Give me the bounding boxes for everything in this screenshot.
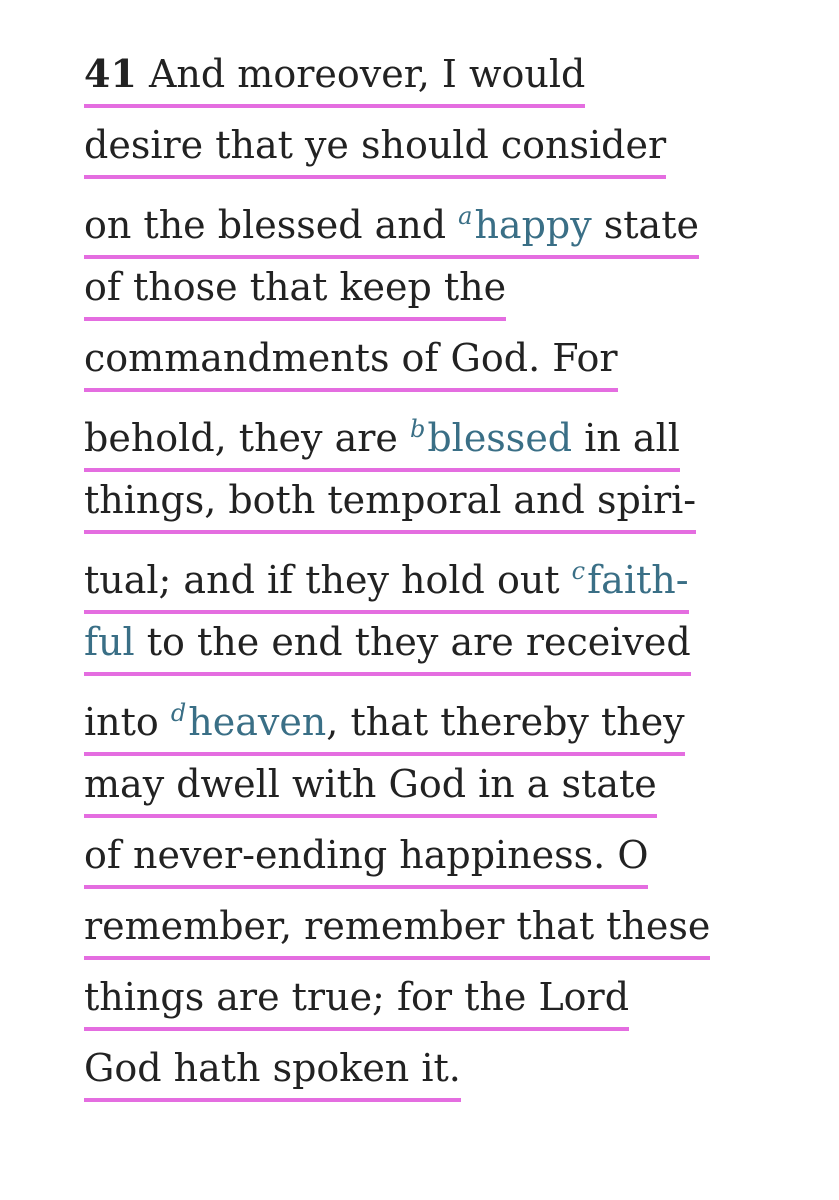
- verse-text: of those that keep the: [84, 265, 507, 309]
- verse-line: [84, 472, 784, 543]
- highlighted-text: [84, 614, 691, 676]
- highlighted-text: [84, 401, 680, 472]
- verse-text: of never-ending happiness. O: [84, 833, 649, 877]
- highlighted-text: [84, 969, 629, 1031]
- verse-line: [84, 543, 784, 614]
- verse-text: in all: [572, 416, 680, 460]
- footnote-marker[interactable]: d: [170, 699, 187, 727]
- verse-text: to the end they are received: [134, 620, 691, 664]
- verse-text: God hath spoken it.: [84, 1046, 461, 1090]
- verse-line: [84, 827, 784, 898]
- verse-41: [84, 46, 784, 1111]
- verse-line: [84, 969, 784, 1040]
- verse-line: [84, 1040, 784, 1111]
- verse-text: behold, they are: [84, 416, 410, 460]
- highlighted-text: [84, 117, 666, 179]
- verse-text: desire that ye should consider: [84, 123, 667, 167]
- footnote-link[interactable]: heaven: [188, 700, 327, 744]
- footnote-link[interactable]: ful: [84, 620, 135, 664]
- verse-line: [84, 756, 784, 827]
- footnote-marker[interactable]: c: [571, 557, 586, 585]
- highlighted-text: [84, 898, 710, 960]
- footnote-link[interactable]: faith-: [587, 558, 689, 602]
- footnote-link[interactable]: blessed: [427, 416, 573, 460]
- footnote-link[interactable]: happy: [474, 203, 592, 247]
- highlighted-text: [84, 259, 506, 321]
- verse-text: remember, remember that these: [84, 904, 711, 948]
- verse-text: And moreover, I would: [148, 52, 586, 96]
- highlighted-text: [84, 543, 689, 614]
- verse-text: into: [84, 700, 171, 744]
- verse-line: [84, 685, 784, 756]
- highlighted-text: [84, 685, 685, 756]
- verse-line: [84, 188, 784, 259]
- verse-text: on the blessed and: [84, 203, 459, 247]
- highlighted-text: [84, 1040, 461, 1102]
- footnote-marker[interactable]: a: [458, 202, 473, 230]
- highlighted-text: [84, 472, 696, 534]
- verse-line: [84, 46, 784, 117]
- highlighted-text: [84, 756, 657, 818]
- verse-text: state: [591, 203, 699, 247]
- verse-line: [84, 117, 784, 188]
- verse-line: [84, 259, 784, 330]
- verse-text: things are true; for the Lord: [84, 975, 630, 1019]
- highlighted-text: [84, 46, 585, 108]
- highlighted-text: [84, 827, 648, 889]
- verse-text: may dwell with God in a state: [84, 762, 657, 806]
- verse-text: , that thereby they: [326, 700, 685, 744]
- verse-line: [84, 898, 784, 969]
- verse-line: [84, 401, 784, 472]
- highlighted-text: [84, 188, 699, 259]
- footnote-marker[interactable]: b: [409, 415, 426, 443]
- verse-text: commandments of God. For: [84, 336, 618, 380]
- highlighted-text: [84, 330, 618, 392]
- verse-line: [84, 614, 784, 685]
- verse-number: 41: [84, 51, 137, 96]
- verse-text: things, both temporal and spiri-: [84, 478, 697, 522]
- verse-text: tual; and if they hold out: [84, 558, 572, 602]
- verse-line: [84, 330, 784, 401]
